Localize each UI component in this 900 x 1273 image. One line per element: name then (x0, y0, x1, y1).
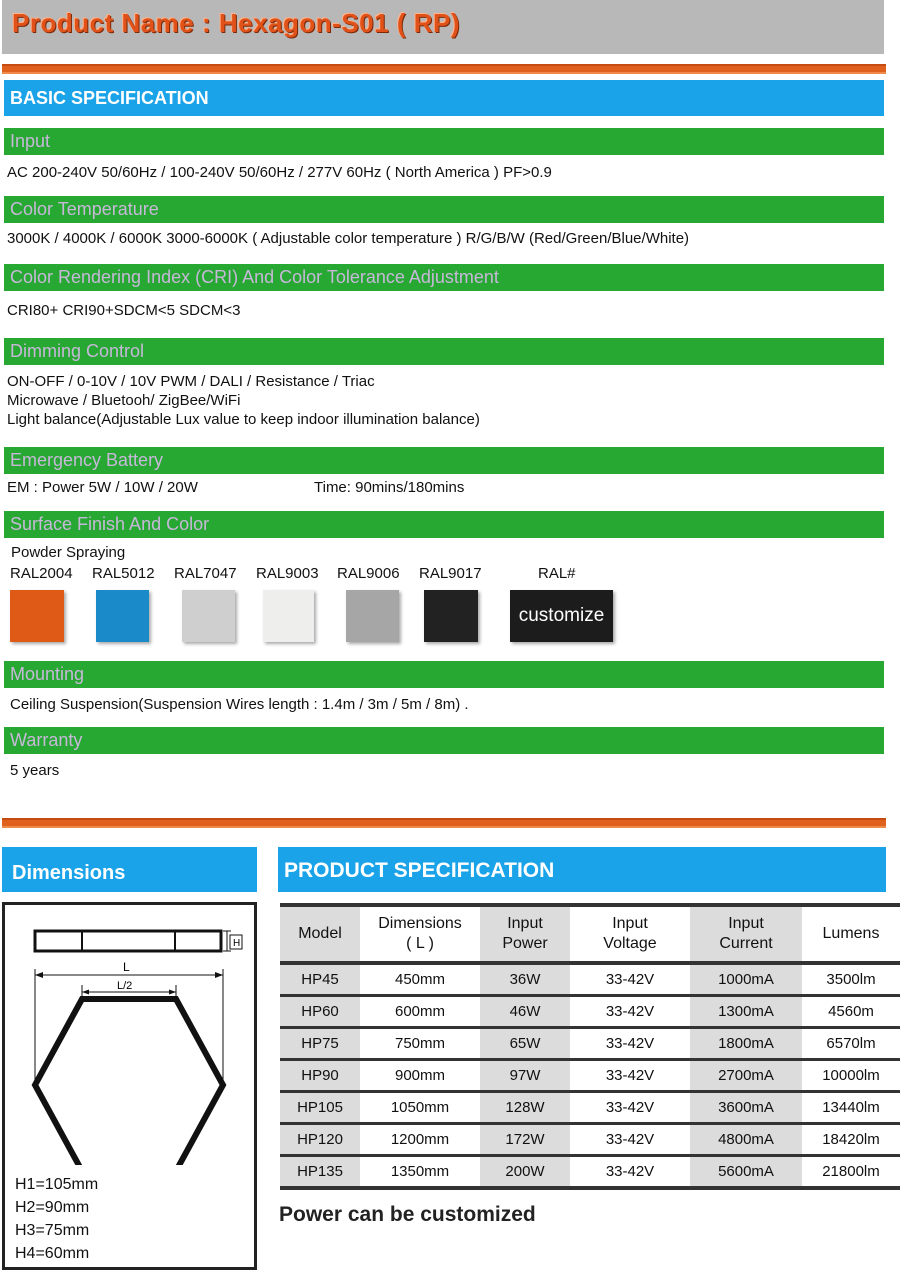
cell-input-power: 65W (480, 1028, 570, 1060)
surface-heading: Surface Finish And Color (4, 511, 884, 538)
col-header-input-power: Input Power (480, 905, 570, 963)
cell-input-power: 172W (480, 1124, 570, 1156)
orange-divider-top (2, 64, 886, 74)
height-h1: H1=105mm (15, 1176, 99, 1193)
cell-input-voltage: 33-42V (570, 996, 690, 1028)
table-row (280, 1156, 900, 1189)
swatch-label-ral7047: RAL7047 (174, 565, 237, 582)
table-header-row (280, 905, 900, 963)
color-temperature-heading: Color Temperature (4, 196, 884, 223)
cell-input-power: 128W (480, 1092, 570, 1124)
cell-input-voltage: 33-42V (570, 1092, 690, 1124)
cell-dimensions: 750mm (360, 1028, 480, 1060)
h-label: H (233, 938, 241, 949)
table-row (280, 1060, 900, 1092)
cell-dimensions: 1200mm (360, 1124, 480, 1156)
swatch-label-ral5012: RAL5012 (92, 565, 155, 582)
cell-input-voltage: 33-42V (570, 1156, 690, 1189)
emergency-power: EM : Power 5W / 10W / 20W (7, 479, 198, 496)
table-row (280, 1028, 900, 1060)
cell-dimensions: 900mm (360, 1060, 480, 1092)
cell-lumens: 13440lm (802, 1092, 900, 1124)
swatch-label-ral9006: RAL9006 (337, 565, 400, 582)
cell-input-current: 5600mA (690, 1156, 802, 1189)
dimming-text-3: Light balance(Adjustable Lux value to keep indoor illumination balance) (7, 411, 480, 428)
dimming-heading: Dimming Control (4, 338, 884, 365)
heights-list (15, 1173, 98, 1265)
power-customized-note: Power can be customized (279, 1203, 536, 1226)
cell-dimensions: 1050mm (360, 1092, 480, 1124)
height-h3: H3=75mm (15, 1222, 90, 1239)
cell-input-voltage: 33-42V (570, 963, 690, 996)
l-half-label: L/2 (117, 980, 133, 992)
cell-input-current: 2700mA (690, 1060, 802, 1092)
side-view-bar (35, 931, 221, 951)
swatch-ral7047 (182, 590, 235, 642)
col-header-input-current: Input Current (690, 905, 802, 963)
l-arrow-left (35, 972, 43, 978)
warranty-text: 5 years (10, 762, 60, 779)
height-h4: H4=60mm (15, 1245, 90, 1262)
cell-input-current: 3600mA (690, 1092, 802, 1124)
dimensions-heading: Dimensions (2, 847, 257, 892)
l-half-arrow-left (82, 990, 89, 995)
cell-input-power: 200W (480, 1156, 570, 1189)
cell-input-power: 46W (480, 996, 570, 1028)
cell-input-voltage: 33-42V (570, 1060, 690, 1092)
cell-input-power: 36W (480, 963, 570, 996)
table-row (280, 1124, 900, 1156)
cell-input-current: 1000mA (690, 963, 802, 996)
hexagon-diagram (5, 905, 255, 1165)
swatch-label-ral9003: RAL9003 (256, 565, 319, 582)
cell-model: HP60 (280, 996, 360, 1028)
l-half-arrow-right (169, 990, 176, 995)
cri-heading: Color Rendering Index (CRI) And Color Tolerance Adjustment (4, 264, 884, 291)
swatch-customize: customize (510, 590, 613, 642)
cell-model: HP75 (280, 1028, 360, 1060)
swatch-label-ral9017: RAL9017 (419, 565, 482, 582)
color-temperature-text: 3000K / 4000K / 6000K 3000-6000K ( Adjustable color temperature ) R/G/B/W (Red/Green/Blue/White) (7, 230, 690, 247)
hexagon-outline (35, 999, 223, 1165)
swatch-ral5012 (96, 590, 149, 642)
cell-lumens: 21800lm (802, 1156, 900, 1189)
cell-model: HP120 (280, 1124, 360, 1156)
col-header-lumens: Lumens (802, 905, 900, 963)
dimming-text-1: ON-OFF / 0-10V / 10V PWM / DALI / Resistance / Triac (7, 373, 375, 390)
swatch-ral2004 (10, 590, 64, 642)
swatch-label-ral-custom: RAL# (538, 565, 576, 582)
cell-model: HP45 (280, 963, 360, 996)
dimming-text-2: Microwave / Bluetooh/ ZigBee/WiFi (7, 392, 241, 409)
cell-input-current: 1800mA (690, 1028, 802, 1060)
cell-lumens: 6570lm (802, 1028, 900, 1060)
cri-text: CRI80+ CRI90+SDCM<5 SDCM<3 (7, 302, 241, 319)
cell-model: HP105 (280, 1092, 360, 1124)
cell-dimensions: 1350mm (360, 1156, 480, 1189)
cell-input-power: 97W (480, 1060, 570, 1092)
emergency-heading: Emergency Battery (4, 447, 884, 474)
mounting-text: Ceiling Suspension(Suspension Wires length : 1.4m / 3m / 5m / 8m) . (10, 696, 469, 713)
swatch-ral9017 (424, 590, 478, 642)
cell-lumens: 3500lm (802, 963, 900, 996)
cell-lumens: 18420lm (802, 1124, 900, 1156)
col-header-input-voltage: Input Voltage (570, 905, 690, 963)
l-arrow-right (215, 972, 223, 978)
swatch-label-ral2004: RAL2004 (10, 565, 73, 582)
cell-dimensions: 600mm (360, 996, 480, 1028)
table-row (280, 963, 900, 996)
orange-divider-bottom (2, 818, 886, 828)
product-spec-table (280, 903, 900, 1190)
cell-model: HP135 (280, 1156, 360, 1189)
warranty-heading: Warranty (4, 727, 884, 754)
basic-spec-heading: BASIC SPECIFICATION (4, 80, 884, 116)
dimensions-panel (2, 902, 257, 1270)
l-label: L (123, 960, 130, 974)
col-header-model: Model (280, 905, 360, 963)
swatch-ral9003 (263, 590, 314, 642)
height-h2: H2=90mm (15, 1199, 90, 1216)
table-row (280, 1092, 900, 1124)
cell-model: HP90 (280, 1060, 360, 1092)
product-spec-heading: PRODUCT SPECIFICATION (278, 847, 886, 892)
cell-input-current: 4800mA (690, 1124, 802, 1156)
cell-dimensions: 450mm (360, 963, 480, 996)
cell-input-voltage: 33-42V (570, 1028, 690, 1060)
table-row (280, 996, 900, 1028)
cell-lumens: 10000lm (802, 1060, 900, 1092)
cell-input-voltage: 33-42V (570, 1124, 690, 1156)
powder-spraying-text: Powder Spraying (11, 544, 126, 561)
col-header-dimensions: Dimensions ( L ) (360, 905, 480, 963)
mounting-heading: Mounting (4, 661, 884, 688)
cell-lumens: 4560m (802, 996, 900, 1028)
input-text: AC 200-240V 50/60Hz / 100-240V 50/60Hz / 277V 60Hz ( North America ) PF>0.9 (7, 164, 552, 181)
swatch-ral9006 (346, 590, 399, 642)
cell-input-current: 1300mA (690, 996, 802, 1028)
product-title: Product Name : Hexagon-S01 ( RP) (12, 8, 460, 38)
emergency-time: Time: 90mins/180mins (314, 479, 465, 496)
input-heading: Input (4, 128, 884, 155)
